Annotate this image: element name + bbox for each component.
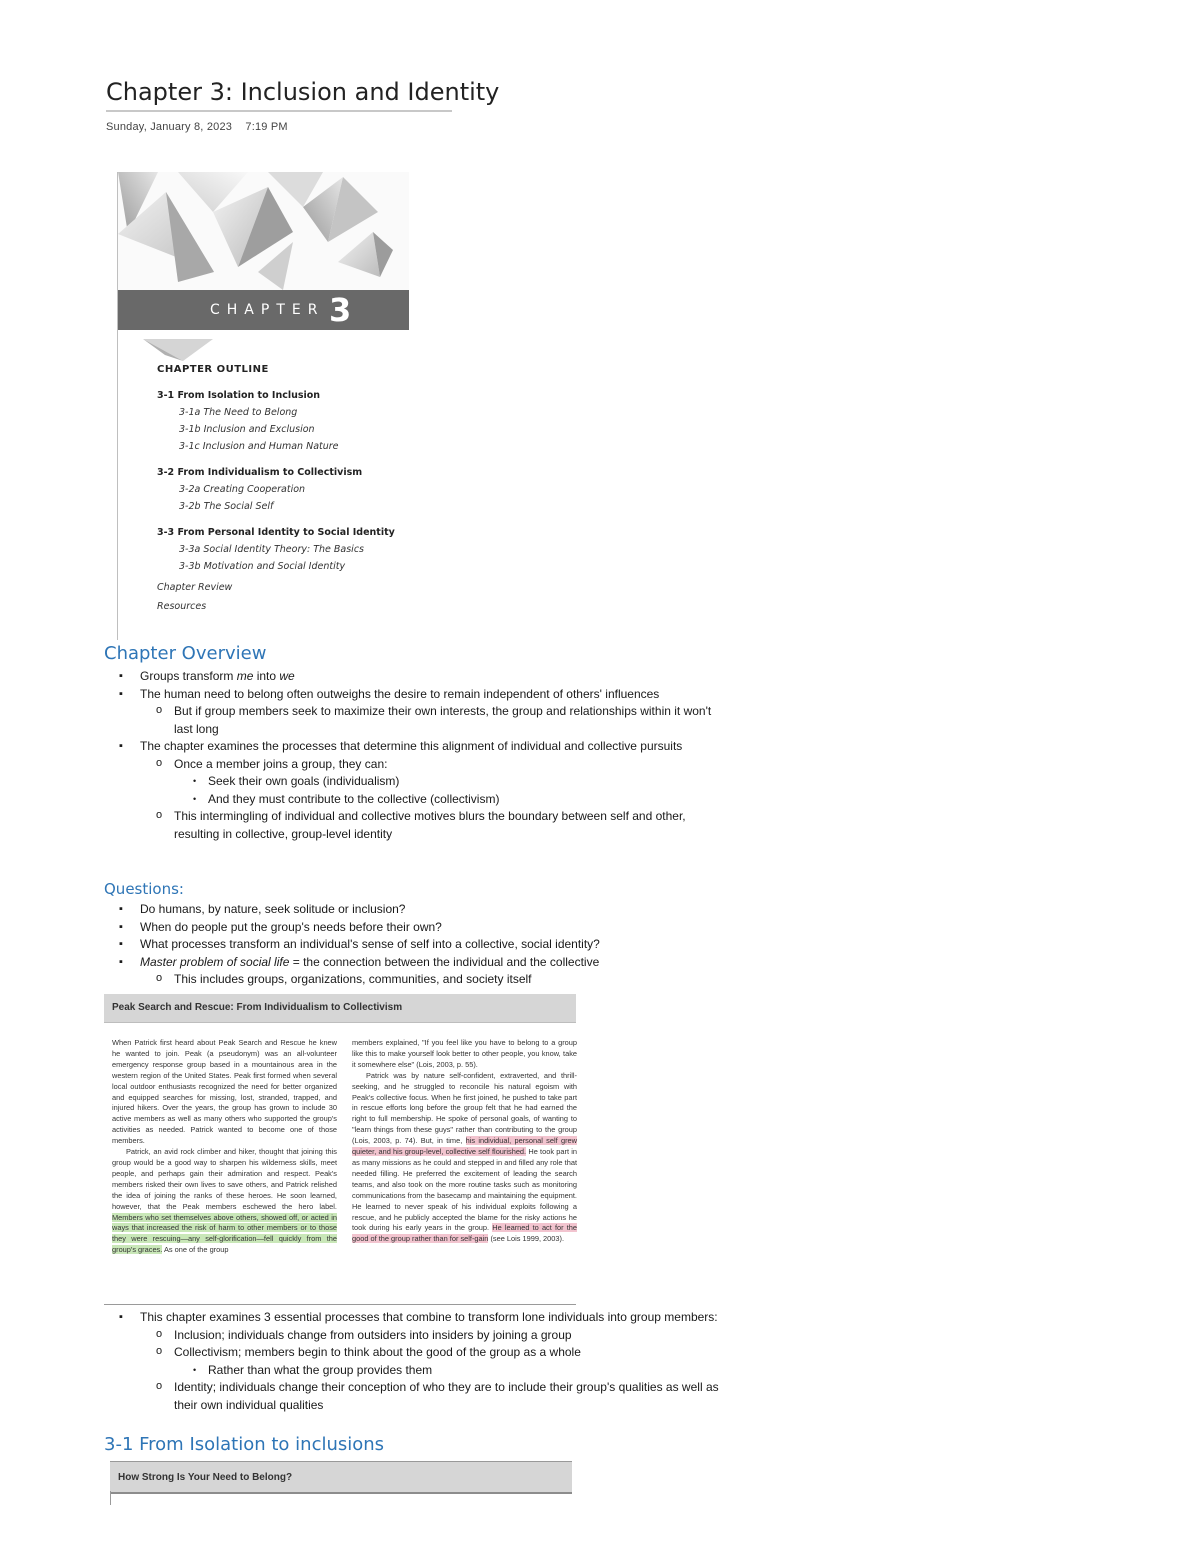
section-3-1-heading: 3-1 From Isolation to inclusions: [104, 1434, 385, 1455]
outline-subsection: 3-3a Social Identity Theory: The Basics: [179, 544, 364, 555]
highlight-pink: He learned to act for the good of the group rather than for self-gain: [352, 1223, 577, 1244]
box-header: [110, 1461, 572, 1494]
need-to-belong-box: [110, 1461, 572, 1501]
outline-subsection: 3-2a Creating Cooperation: [179, 484, 306, 495]
outline-subsection: 3-1b Inclusion and Exclusion: [179, 424, 315, 435]
page-title: Chapter 3: Inclusion and Identity: [106, 78, 452, 112]
box-title: Peak Search and Rescue: From Individualism to Collectivism: [112, 1002, 403, 1013]
box-column-right: [352, 1038, 577, 1245]
list-item: o But if group members seek to maximize their own interests, the group and relationships within it won't last long: [104, 703, 724, 738]
origami-decoration-graphic: [118, 172, 409, 290]
page-date: Sunday, January 8, 2023: [106, 121, 233, 133]
overview-list: [104, 668, 724, 843]
outline-subsection: 3-1a The Need to Belong: [179, 407, 298, 418]
list-item: o Identity; individuals change their conception of who they are to include their group's qualities as well as their own individual qualities: [104, 1379, 724, 1414]
highlight-pink: his individual, personal self grew quieter, and his group-level, collective self flourished.: [352, 1136, 577, 1157]
list-item: • Seek their own goals (individualism): [104, 773, 724, 791]
outline-subsection: 3-3b Motivation and Social Identity: [179, 561, 346, 572]
list-item: o Inclusion; individuals change from outsiders into insiders by joining a group: [104, 1327, 724, 1345]
outline-subsection: 3-2b The Social Self: [179, 501, 274, 512]
highlight-green: Members who set themselves above others, showed off, or acted in ways that increased the risk of harm to other members or to those they were rescuing—any self-glorification—fell quickly from the group's graces.: [112, 1212, 337, 1255]
list-item: ▪ Master problem of social life = the connection between the individual and the collective: [104, 954, 724, 972]
chapter-band: [118, 290, 409, 330]
list-item: o Collectivism; members begin to think about the good of the group as a whole: [104, 1344, 724, 1362]
page-datetime: [106, 121, 288, 133]
list-item: ▪ The chapter examines the processes that determine this alignment of individual and collective pursuits: [104, 738, 724, 756]
paragraph: Patrick was by nature self-confident, extraverted, and thrill-seeking, and he struggled to reconcile his natural egoism with Peak's collective focus. When he first joined, he pushed to take part in rescue efforts long before the group felt that he had earned the right to full membership. He spoke of personal goals, of wanting to "learn things from these guys" rather than contributing to the group (Lois, 2003, p. 74). But, in time, his individual, personal self grew quieter, and his group-level, collective self flourished. He took part in as many missions as he could and stepped in and filled any role that needed filling. He preferred the excitement of leading the search teams, and also took on the more routine tasks such as monitoring communications from the basecamp and maintaining the equipment. He learned to never speak of his individual exploits following a rescue, and he publicly accepted the blame for the risky actions he took during his early years in the group. He learned to act for the good of the group rather than for self-gain (see Lois 1999, 2003).: [352, 1070, 577, 1244]
list-item: ▪ Do humans, by nature, seek solitude or inclusion?: [104, 901, 724, 919]
processes-list: [104, 1309, 724, 1414]
outline-subsection: 3-1c Inclusion and Human Nature: [179, 441, 339, 452]
paragraph: members explained, "If you feel like you have to belong to a group like this to make yourself look better to other people, you know, take it somewhere else" (Lois, 2003, p. 55).: [352, 1038, 577, 1069]
list-item: • Rather than what the group provides them: [104, 1362, 724, 1380]
chapter-number: 3: [329, 291, 352, 329]
list-item: ▪ Groups transform me into we: [104, 668, 724, 686]
box-title: How Strong Is Your Need to Belong?: [118, 1472, 293, 1483]
outline-heading: CHAPTER OUTLINE: [157, 364, 269, 375]
list-item: ▪ The human need to belong often outweighs the desire to remain independent of others' influences: [104, 686, 724, 704]
box-column-left: [112, 1038, 337, 1256]
questions-heading: Questions:: [104, 880, 184, 898]
list-item: • And they must contribute to the collective (collectivism): [104, 791, 724, 809]
outline-section: 3-1 From Isolation to Inclusion: [157, 390, 321, 401]
box-bottom-rule: [104, 1304, 576, 1305]
chapter-outline: [157, 364, 407, 612]
overview-heading: Chapter Overview: [104, 643, 267, 664]
list-item: ▪ This chapter examines 3 essential processes that combine to transform lone individuals into group members:: [104, 1309, 724, 1327]
outline-resources: Resources: [157, 601, 207, 612]
page-time: 7:19 PM: [245, 121, 288, 133]
outline-chapter-review: Chapter Review: [157, 582, 233, 593]
paragraph: When Patrick first heard about Peak Search and Rescue he knew he wanted to join. Peak (a pseudonym) was an all-volunteer emergency response group based in a mountainous area in the western region of the United States. Peak first formed when several local outdoor enthusiasts recognized the need for better organized and equipped searches for missing, lost, stranded, trapped, and injured hikers. Over the years, the group has grown to include 30 active members as well as many others who supported the group's activities as needed. Patrick wanted to become one of those members.: [112, 1038, 337, 1146]
box-header: [104, 994, 576, 1023]
peak-search-rescue-box: [104, 994, 576, 1296]
list-item: o This includes groups, organizations, communities, and society itself: [104, 971, 724, 989]
questions-list: [104, 901, 724, 989]
paragraph: Patrick, an avid rock climber and hiker, thought that joining this group would be a good way to sharpen his wilderness skills, meet people, and perhaps gain their admiration and respect. Peak's members risked their own lives to save others, and Patrick relished the idea of joining the ranks of these heroes. He soon learned, however, that the Peak members eschewed the hero label. Members who set themselves above others, showed off, or acted in ways that increased the risk of harm to other members or to those they were rescuing—any self-glorification—fell quickly from the group's graces. As one of the group: [112, 1147, 337, 1255]
outline-corner-decoration: [143, 339, 213, 361]
list-item: ▪ What processes transform an individual's sense of self into a collective, social identity?: [104, 936, 724, 954]
list-item: o Once a member joins a group, they can:: [104, 756, 724, 774]
outline-section: 3-2 From Individualism to Collectivism: [157, 467, 363, 478]
chapter-cover-image: [117, 172, 409, 642]
chapter-word: CHAPTER: [210, 302, 325, 318]
list-item: o This intermingling of individual and collective motives blurs the boundary between self and other, resulting in collective, group-level identity: [104, 808, 724, 843]
outline-section: 3-3 From Personal Identity to Social Identity: [157, 527, 395, 538]
list-item: ▪ When do people put the group's needs before their own?: [104, 919, 724, 937]
